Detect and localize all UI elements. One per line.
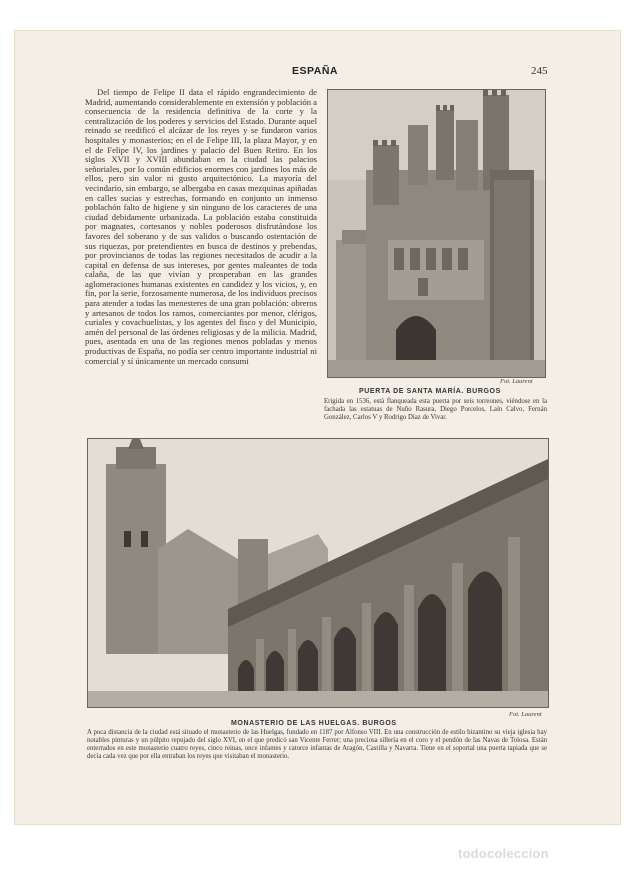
monastery-illustration (88, 439, 548, 707)
photo-monasterio-huelgas (87, 438, 549, 708)
photo-top-caption-body: Erigida en 1536, está flanqueada esta puerta por seis torreones, viéndose en la fachada las estatuas de Nuño Rasura, Diego Porcelos, Laín Calvo, Fernán González, Carlos V y Rodrigo Díaz de Vivar. (324, 398, 547, 421)
photo-top-credit: Fot. Laurent (500, 378, 533, 385)
photo-bottom-caption-title: MONASTERIO DE LAS HUELGAS. BURGOS (231, 720, 397, 727)
watermark-logo: todocoleccion (458, 846, 549, 861)
photo-puerta-santa-maria (327, 89, 546, 378)
photo-bottom-credit: Fot. Laurent (509, 711, 542, 718)
article-body-text: Del tiempo de Felipe II data el rápido engrandecimiento de Madrid, aumentando considerablemente en extensión y población a consecuencia de la residencia definitiva de la corte y la centralización de los poderes y servicios del Estado. Durante aquel reinado se reedificó el alcázar de los reyes y se fundaron varios hospitales y monasterios; en el de Felipe III, la plaza Mayor, y en el de Felipe IV, los jardines y palacio del Buen Retiro. En los siglos XVII y XVIII abundaban en la ciudad las palacios señoriales, por lo común edificios enormes con jardines los más de ellos, pero sin valor ni gusto arquitectónico. La mayoría del vecindario, sin embargo, se albergaba en casas mezquinas apiñadas en calles sucias y estrechas, formando en conjunto un inmenso poblachón falto de higiene y sin ninguno de los caracteres de una ciudad debidamente urbanizada. La población estaba constituida por magnates, cortesanos y nobles poderosos disfrutándose los favores del soberano y de sus validos o buscando ostentación de sus riquezas, por pretendientes en busca de destinos y prebendas, por provincianos de todas las regiones necesitados de acudir a la capital en defensa de sus intereses, por gentes maleantes de toda calaña, de las que vivían y prosperaban en las grandes aglomeraciones humanas existentes en candidez y los vicios, y, en fin, por la serie, forzosamente numerosa, de los individuos precisos para atender a todas las menesteres de una gran población: obreros y artesanos de todos los ramos, comerciantes por menor, clérigos, curiales y covachuelistas, y los agentes del fisco y del Municipio, amén del personal de las órdenes religiosas y de la milicia. Madrid, pues, asentada en una de las regiones menos pobladas y menos productivas de España, no podía ser centro importante industrial ni comercial y sí únicamente un mercado consumi (85, 88, 317, 366)
photo-top-caption-title: PUERTA DE SANTA MARÍA. BURGOS (359, 388, 501, 395)
page-number: 245 (531, 65, 548, 77)
photo-bottom-caption-body: A poca distancia de la ciudad está situado el monasterio de las Huelgas, fundado en 1187 por Alfonso VIII. En una construcción de estilo bizantino su vieja iglesia hay notables pinturas y un púlpito repujado del siglo XVI, en el que predicó san Vicente Ferrer; una preciosa sillería en el coro y el pendón de las Navas de Tolosa. Están enterrados en este monasterio cuatro reyes, cinco reinas, once infantes y catorce infantas de Aragón, Castilla y Navarra. Tiene en el soportal una puerta tapiada que se decía cada vez que por ella entraban los reyes que visitaban el monasterio. (87, 729, 547, 760)
gate-illustration (328, 90, 545, 377)
page-header-title: ESPAÑA (292, 65, 338, 77)
